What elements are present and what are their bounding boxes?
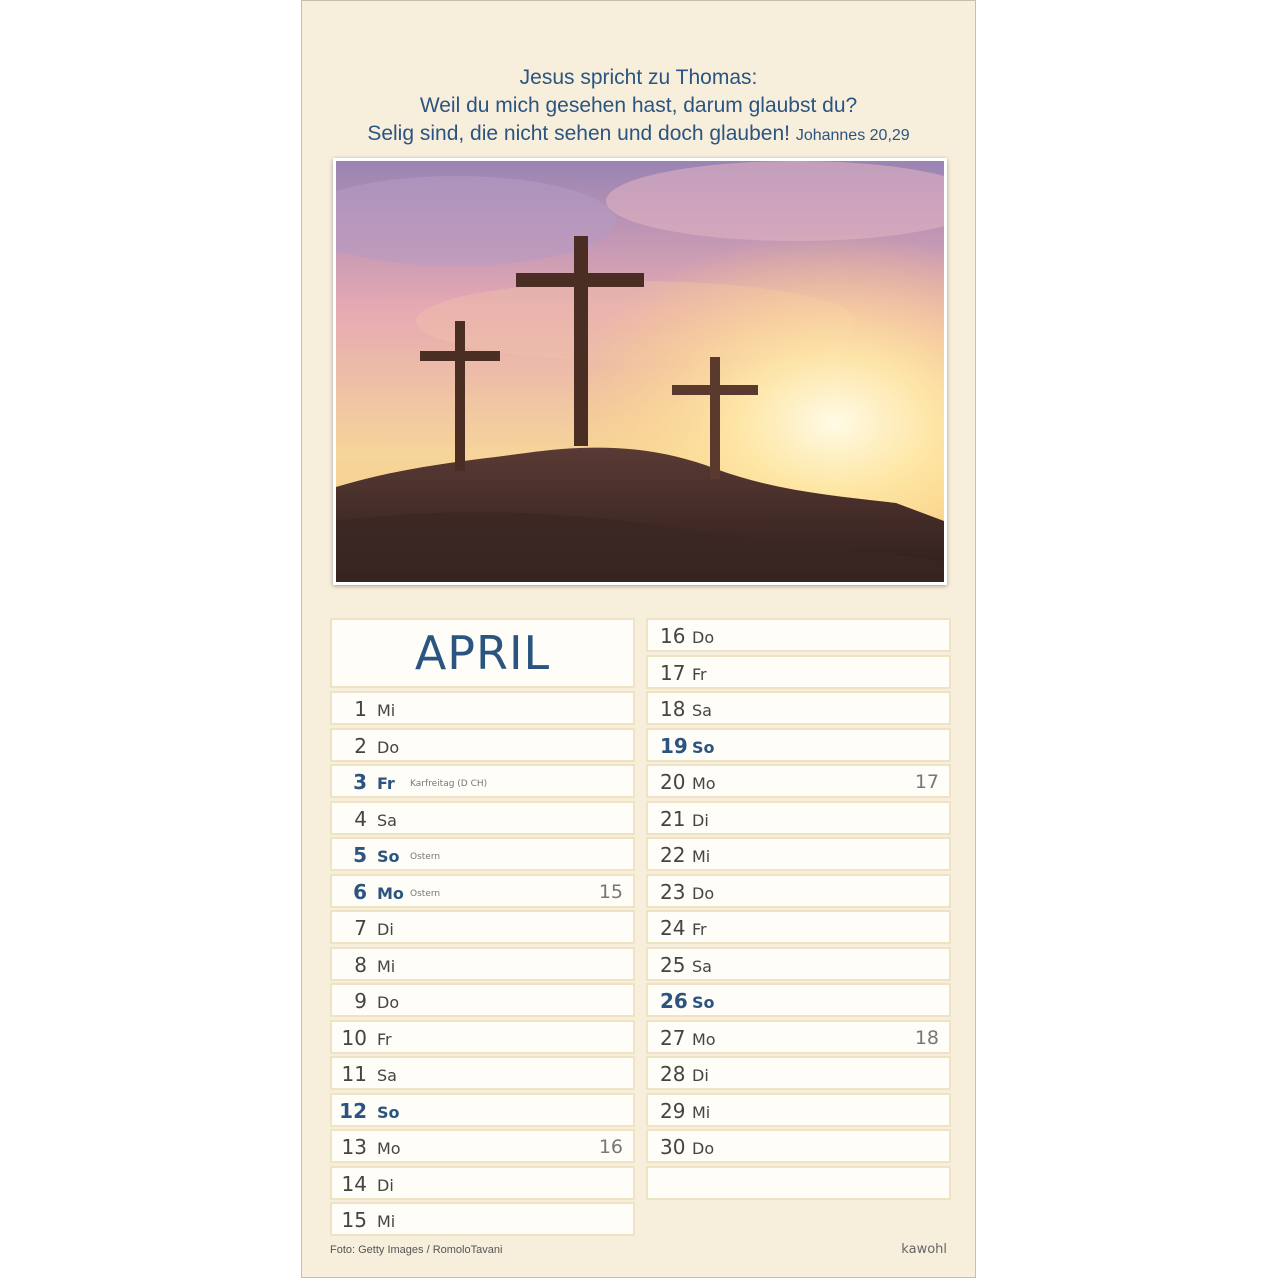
weekday: So xyxy=(377,1102,400,1122)
weekday: Fr xyxy=(692,920,707,939)
day-number: 29 xyxy=(660,1098,686,1123)
calendar-day-row xyxy=(646,983,951,1017)
week-number: 17 xyxy=(914,771,939,793)
weekday: Do xyxy=(692,628,715,647)
weekday: So xyxy=(377,847,400,866)
day-number: 30 xyxy=(660,1135,686,1159)
day-number: 1 xyxy=(354,697,367,721)
day-number: 23 xyxy=(660,879,686,904)
day-number: 10 xyxy=(341,1025,367,1050)
calendar-day-row xyxy=(330,764,635,798)
calendar-day-row xyxy=(330,1093,635,1127)
day-number: 19 xyxy=(660,733,688,758)
holiday-note: Ostern xyxy=(410,888,441,899)
calendar-day-row xyxy=(330,728,635,762)
day-number: 2 xyxy=(354,733,367,758)
calendar-day-row xyxy=(330,801,635,835)
holiday-note: Karfreitag (D CH) xyxy=(410,779,488,789)
weekday: Mi xyxy=(692,1102,711,1122)
calendar-day-row xyxy=(646,728,951,762)
weekday: Fr xyxy=(692,664,707,684)
calendar-day-row xyxy=(646,1056,951,1090)
calendar-day-row xyxy=(330,947,635,981)
calendar-day-row xyxy=(330,910,635,944)
weekday: Fr xyxy=(377,774,395,793)
weekday: Sa xyxy=(377,810,397,830)
calendar-day-row xyxy=(646,618,951,652)
day-number: 13 xyxy=(341,1135,367,1159)
weekday: Mo xyxy=(692,774,716,793)
day-number: 17 xyxy=(660,660,686,685)
weekday: Mo xyxy=(692,1029,716,1049)
weekday: Di xyxy=(377,920,394,939)
weekday: Mi xyxy=(377,956,396,976)
calendar-day-row xyxy=(646,874,951,908)
day-number: 15 xyxy=(341,1208,367,1232)
day-number: 18 xyxy=(660,697,686,721)
weekday: Do xyxy=(692,883,715,903)
day-number: 14 xyxy=(341,1171,367,1196)
day-number: 24 xyxy=(660,916,686,940)
day-number: 11 xyxy=(341,1062,367,1086)
calendar-day-row xyxy=(646,691,951,725)
calendar-day-row xyxy=(330,1166,635,1200)
day-number: 26 xyxy=(660,989,688,1013)
day-number: 27 xyxy=(660,1025,686,1050)
day-number: 21 xyxy=(660,806,686,831)
day-number: 20 xyxy=(660,770,686,794)
weekday: Mi xyxy=(692,847,711,866)
weekday: Do xyxy=(377,993,400,1012)
verse-line-1: Jesus spricht zu Thomas: xyxy=(519,66,758,89)
month-title: APRIL xyxy=(330,618,635,688)
weekday: Di xyxy=(692,1066,709,1085)
calendar-day-row xyxy=(646,764,951,798)
weekday: Sa xyxy=(692,956,712,976)
calendar-day-row xyxy=(646,801,951,835)
calendar-day-row xyxy=(330,837,635,871)
calendar-day-row xyxy=(646,910,951,944)
calendar-day-row xyxy=(646,655,951,689)
calendar-day-row xyxy=(330,1056,635,1090)
verse-line-3: Selig sind, die nicht sehen und doch glauben! Johannes 20,29 xyxy=(367,122,910,145)
calendar-day-row xyxy=(646,1129,951,1163)
weekday: Fr xyxy=(377,1029,392,1049)
calendar-day-row xyxy=(646,947,951,981)
calendar-column-right xyxy=(646,618,951,1202)
calendar-day-row xyxy=(330,983,635,1017)
day-number: 25 xyxy=(660,952,686,977)
day-number: 6 xyxy=(353,879,367,904)
photo-credit: Foto: Getty Images / RomoloTavani xyxy=(330,1244,503,1256)
verse-line-2: Weil du mich gesehen hast, darum glaubst du? xyxy=(419,94,858,117)
calendar-day-row xyxy=(330,874,635,908)
weekday: Do xyxy=(692,1139,715,1158)
weekday: Di xyxy=(377,1175,394,1195)
crosses-at-sunset-image xyxy=(336,161,944,582)
week-number: 15 xyxy=(598,880,623,903)
calendar-day-row xyxy=(330,1202,635,1236)
weekday: Mi xyxy=(377,1212,396,1231)
calendar-day-row xyxy=(646,1093,951,1127)
calendar-empty-row xyxy=(646,1166,951,1200)
weekday: Sa xyxy=(692,701,712,720)
calendar-day-row xyxy=(330,1129,635,1163)
calendar-column-left xyxy=(330,618,635,1239)
week-number: 18 xyxy=(914,1026,939,1049)
weekday: Sa xyxy=(377,1066,397,1085)
day-number: 28 xyxy=(660,1062,686,1086)
day-number: 7 xyxy=(354,916,367,940)
holiday-note: Ostern xyxy=(410,852,441,862)
day-number: 12 xyxy=(339,1098,367,1123)
weekday: Mo xyxy=(377,1139,401,1158)
day-number: 5 xyxy=(353,843,367,867)
bible-verse xyxy=(302,64,975,150)
weekday: Do xyxy=(377,737,400,757)
calendar-day-row xyxy=(330,691,635,725)
weekday: Di xyxy=(692,810,709,830)
day-number: 3 xyxy=(353,770,367,794)
calendar-page xyxy=(301,0,976,1278)
calendar-photo xyxy=(333,158,947,585)
calendar-day-row xyxy=(646,1020,951,1054)
verse-reference: Johannes 20,29 xyxy=(795,127,910,144)
weekday: So xyxy=(692,993,715,1012)
day-number: 16 xyxy=(660,624,686,648)
day-number: 8 xyxy=(354,952,367,977)
weekday: Mo xyxy=(377,883,404,903)
day-number: 22 xyxy=(660,843,686,867)
calendar-day-row xyxy=(330,1020,635,1054)
publisher-logo: kawohl xyxy=(901,1242,947,1257)
day-number: 9 xyxy=(354,989,367,1013)
weekday: So xyxy=(692,737,715,757)
day-number: 4 xyxy=(354,806,367,831)
weekday: Mi xyxy=(377,701,396,720)
week-number: 16 xyxy=(598,1136,623,1158)
calendar-day-row xyxy=(646,837,951,871)
